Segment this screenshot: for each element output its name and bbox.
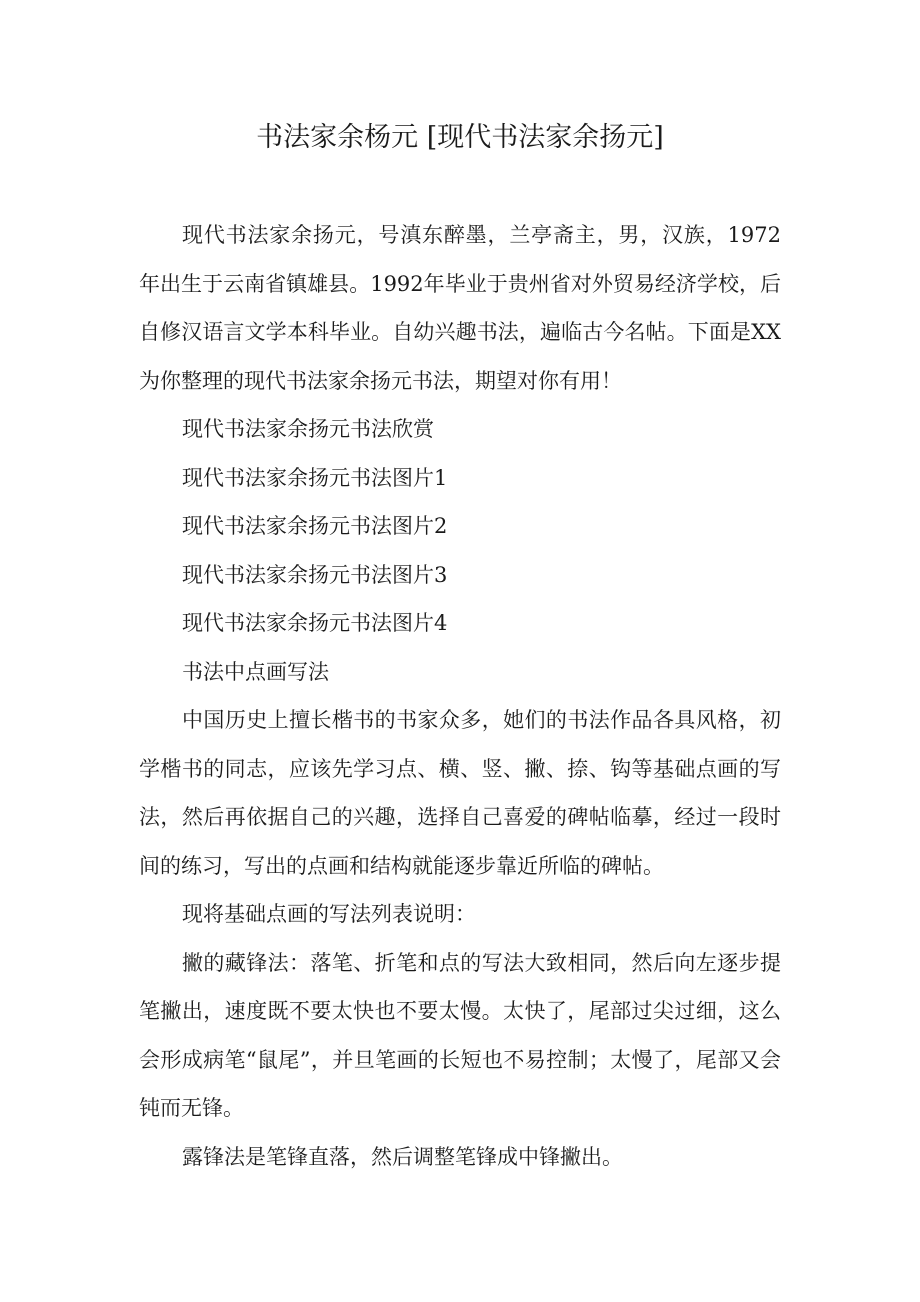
paragraph-image-caption-3: 现代书法家余扬元书法图片3	[182, 562, 448, 587]
paragraph-image-caption-2: 现代书法家余扬元书法图片2	[182, 514, 448, 538]
document-body	[139, 211, 781, 1181]
paragraph-image-caption-4: 现代书法家余扬元书法图片4	[182, 611, 448, 635]
paragraph-list-intro: 现将基础点画的写法列表说明：	[182, 902, 476, 926]
document-title: 书法家余杨元 [现代书法家余扬元]	[256, 122, 664, 153]
paragraph-pie-cangfeng: 撇的藏锋法：落笔、折笔和点的写法大致相同，然后向左逐步提笔撇出，速度既不要太快也不要太慢。太快了，尾部过尖过细，这么会形成病笔“鼠尾”，并旦笔画的长短也不易控制；太慢了，尾部又会钝而无锋。	[139, 950, 781, 1120]
paragraph-image-caption-1: 现代书法家余扬元书法图片1	[182, 465, 448, 490]
paragraph-lufeng: 露锋法是笔锋直落，然后调整笔锋成中锋撇出。	[182, 1144, 623, 1169]
paragraph-kaishu-intro: 中国历史上擅长楷书的书家众多，她们的书法作品各具风格，初学楷书的同志，应该先学习点、横、竖、撇、捺、钩等基础点画的写法，然后再依据自己的兴趣，选择自己喜爱的碑帖临摹，经过一段时间的练习，写出的点画和结构就能逐步靠近所临的碑帖。	[139, 708, 781, 878]
paragraph-appreciation-heading: 现代书法家余扬元书法欣赏	[182, 417, 434, 441]
paragraph-intro: 现代书法家余扬元，号滇东醉墨，兰亭斋主，男，汉族，1972年出生于云南省镇雄县。1992年毕业于贵州省对外贸易经济学校，后自修汉语言文学本科毕业。自幼兴趣书法，遍临古今名帖。下面是XX为你整理的现代书法家余扬元书法，期望对你有用！	[139, 223, 781, 393]
paragraph-strokes-heading: 书法中点画写法	[182, 659, 329, 684]
